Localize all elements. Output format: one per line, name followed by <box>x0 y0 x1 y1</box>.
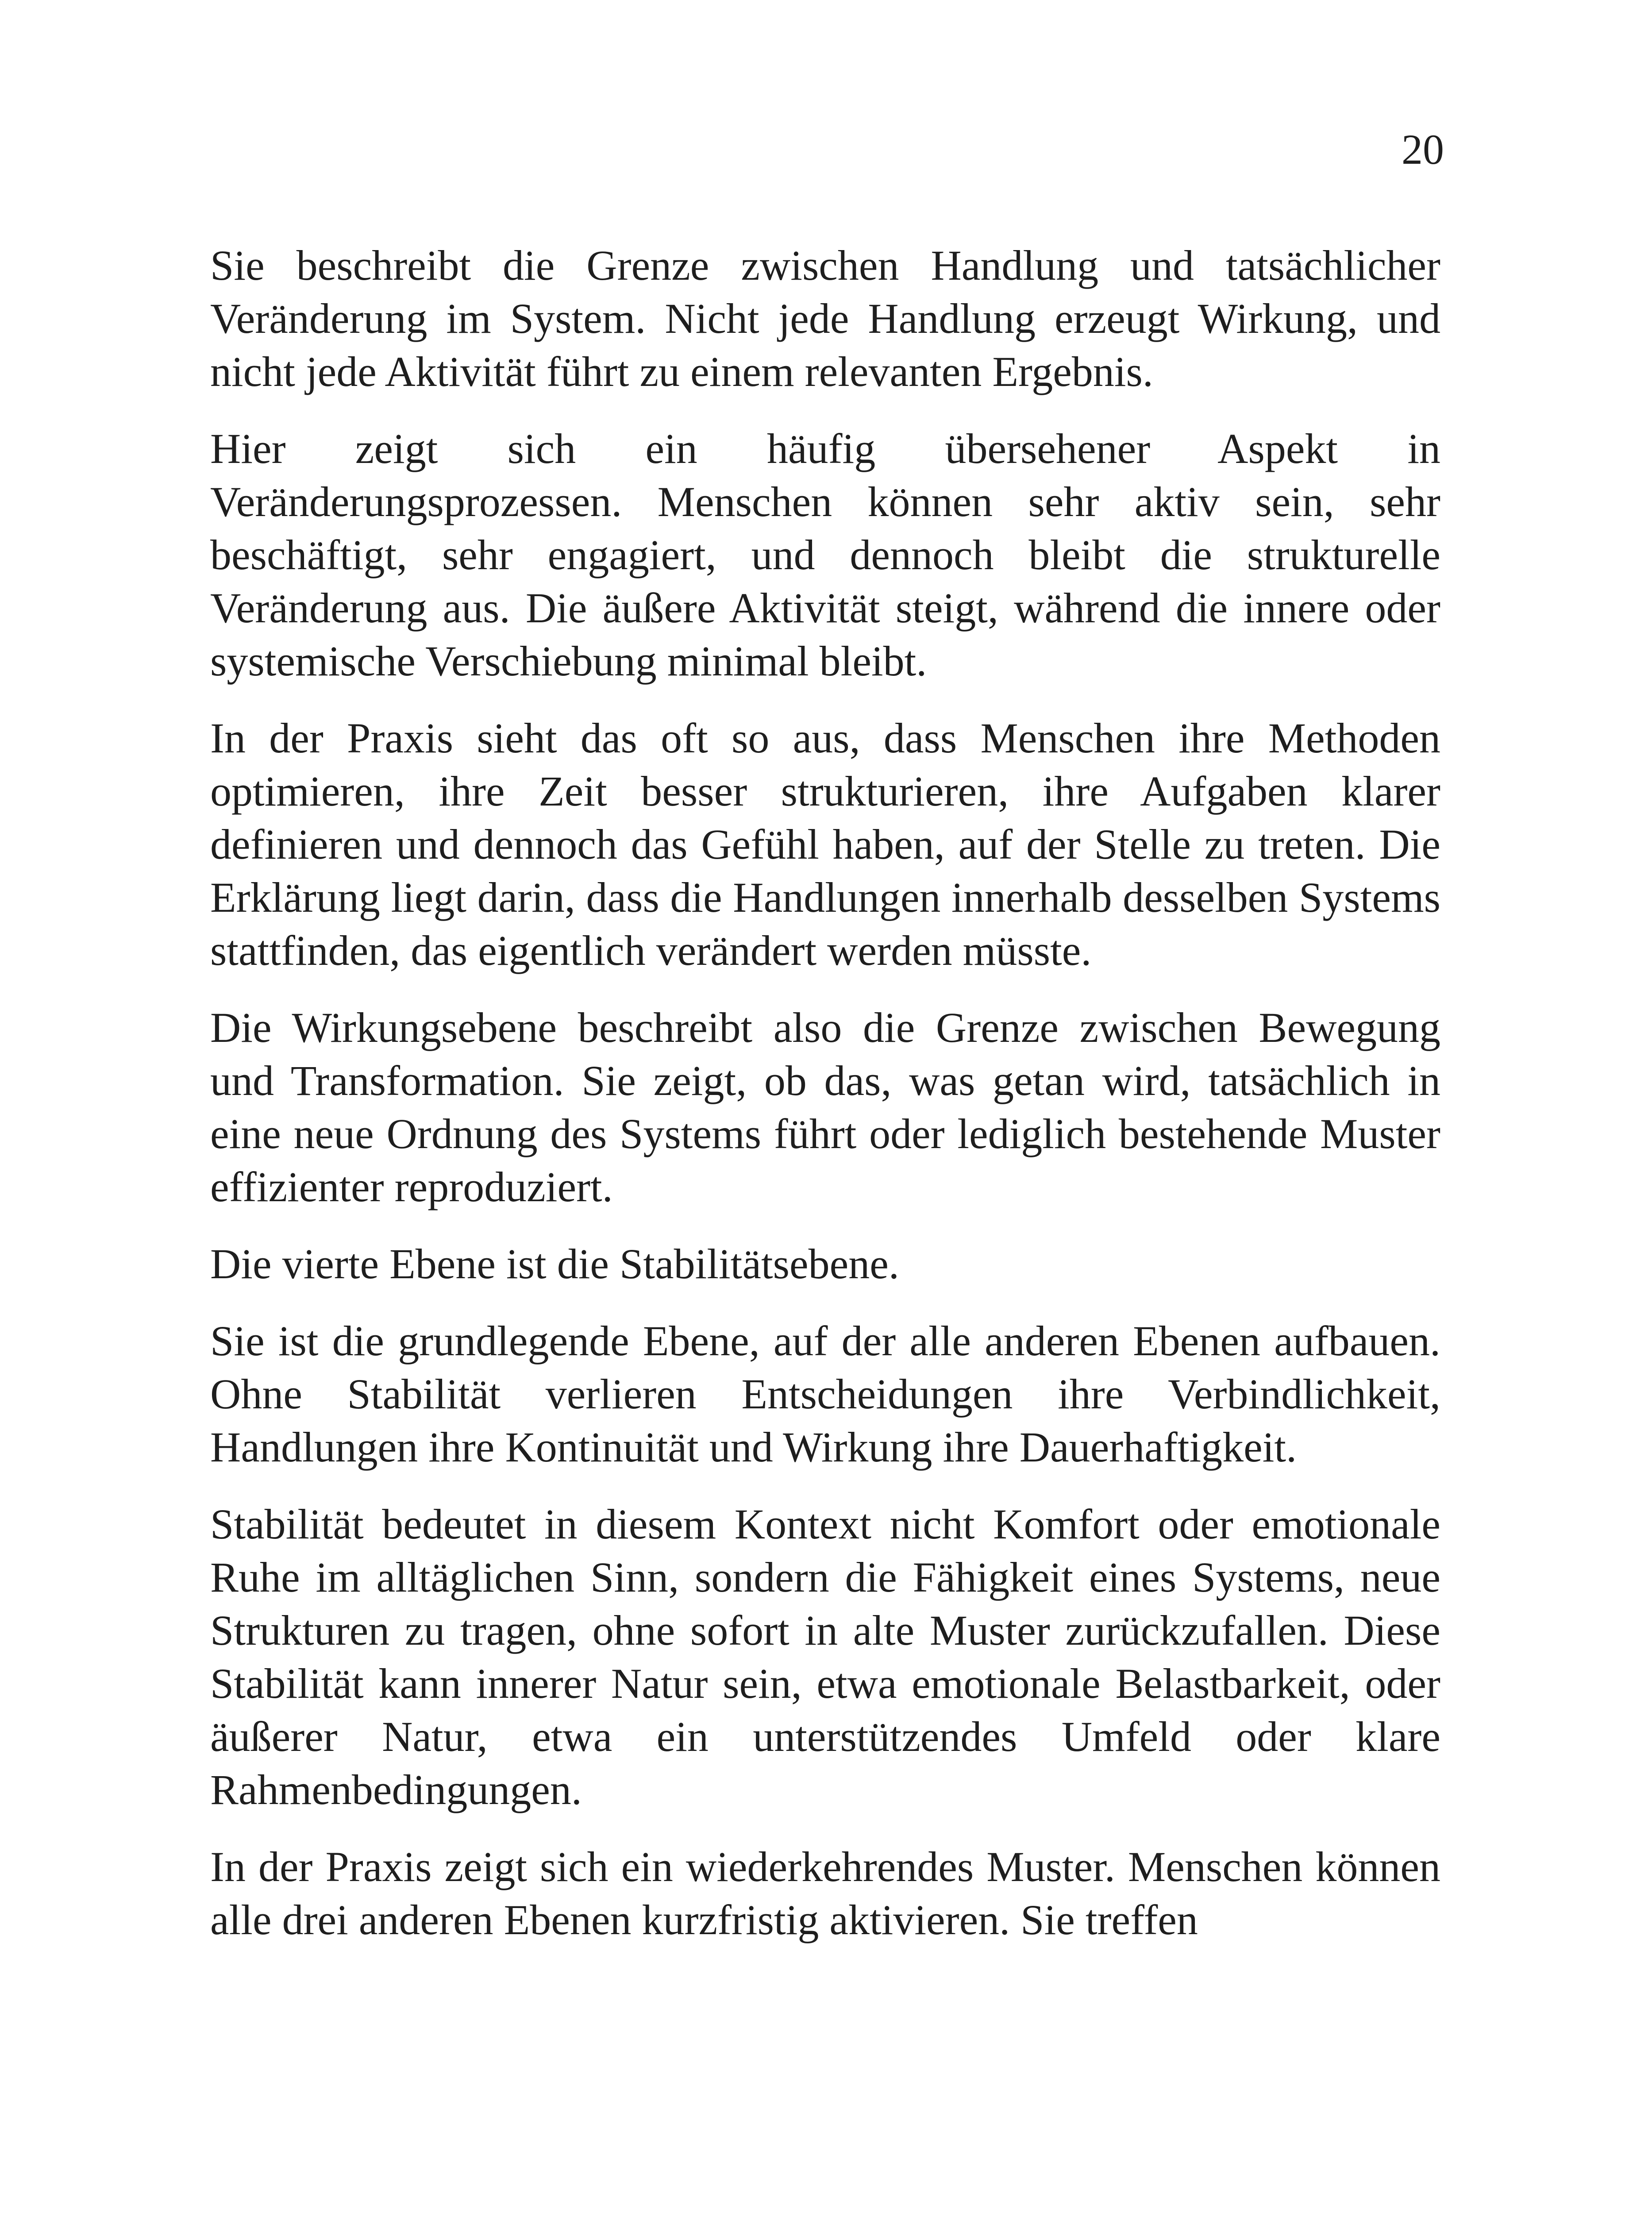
paragraph-4: Die Wirkungsebene beschreibt also die Grenze zwischen Bewegung und Transformation. Sie zeigt, ob das, was getan wird, tatsächlich in eine neue Ordnung des Systems führt oder lediglich bestehende Muster effizienter reproduziert. <box>210 1004 1440 1211</box>
paragraph-1: Sie beschreibt die Grenze zwischen Handlung und tatsächlicher Veränderung im System. Nicht jede Handlung erzeugt Wirkung, und nicht jede Aktivität führt zu einem relevanten Ergebnis. <box>210 242 1440 395</box>
paragraph-2: Hier zeigt sich ein häufig übersehener Aspekt in Veränderungsprozessen. Menschen können sehr aktiv sein, sehr beschäftigt, sehr engagiert, und dennoch bleibt die strukturelle Veränderung aus. Die äußere Aktivität steigt, während die innere oder systemische Verschiebung minimal bleibt. <box>210 425 1440 685</box>
body-text <box>210 239 1440 1947</box>
paragraph-3: In der Praxis sieht das oft so aus, dass Menschen ihre Methoden optimieren, ihre Zeit besser strukturieren, ihre Aufgaben klarer definieren und dennoch das Gefühl haben, auf der Stelle zu treten. Die Erklärung liegt darin, dass die Handlungen innerhalb desselben Systems stattfinden, das eigentlich verändert werden müsste. <box>210 714 1440 974</box>
paragraph-8: In der Praxis zeigt sich ein wiederkehrendes Muster. Menschen können alle drei anderen Ebenen kurzfristig aktivieren. Sie treffen <box>210 1843 1440 1943</box>
page-number: 20 <box>1402 126 1444 173</box>
paragraph-7: Stabilität bedeutet in diesem Kontext nicht Komfort oder emotionale Ruhe im alltäglichen Sinn, sondern die Fähigkeit eines Systems, neue Strukturen zu tragen, ohne sofort in alte Muster zurückzufallen. Diese Stabilität kann innerer Natur sein, etwa emotionale Belastbarkeit, oder äußerer Natur, etwa ein unterstützendes Umfeld oder klare Rahmenbedingungen. <box>210 1500 1440 1813</box>
paragraph-5: Die vierte Ebene ist die Stabilitätsebene. <box>210 1240 899 1288</box>
paragraph-6: Sie ist die grundlegende Ebene, auf der alle anderen Ebenen aufbauen. Ohne Stabilität verlieren Entscheidungen ihre Verbindlichkeit, Handlungen ihre Kontinuität und Wirkung ihre Dauerhaftigkeit. <box>210 1317 1440 1471</box>
